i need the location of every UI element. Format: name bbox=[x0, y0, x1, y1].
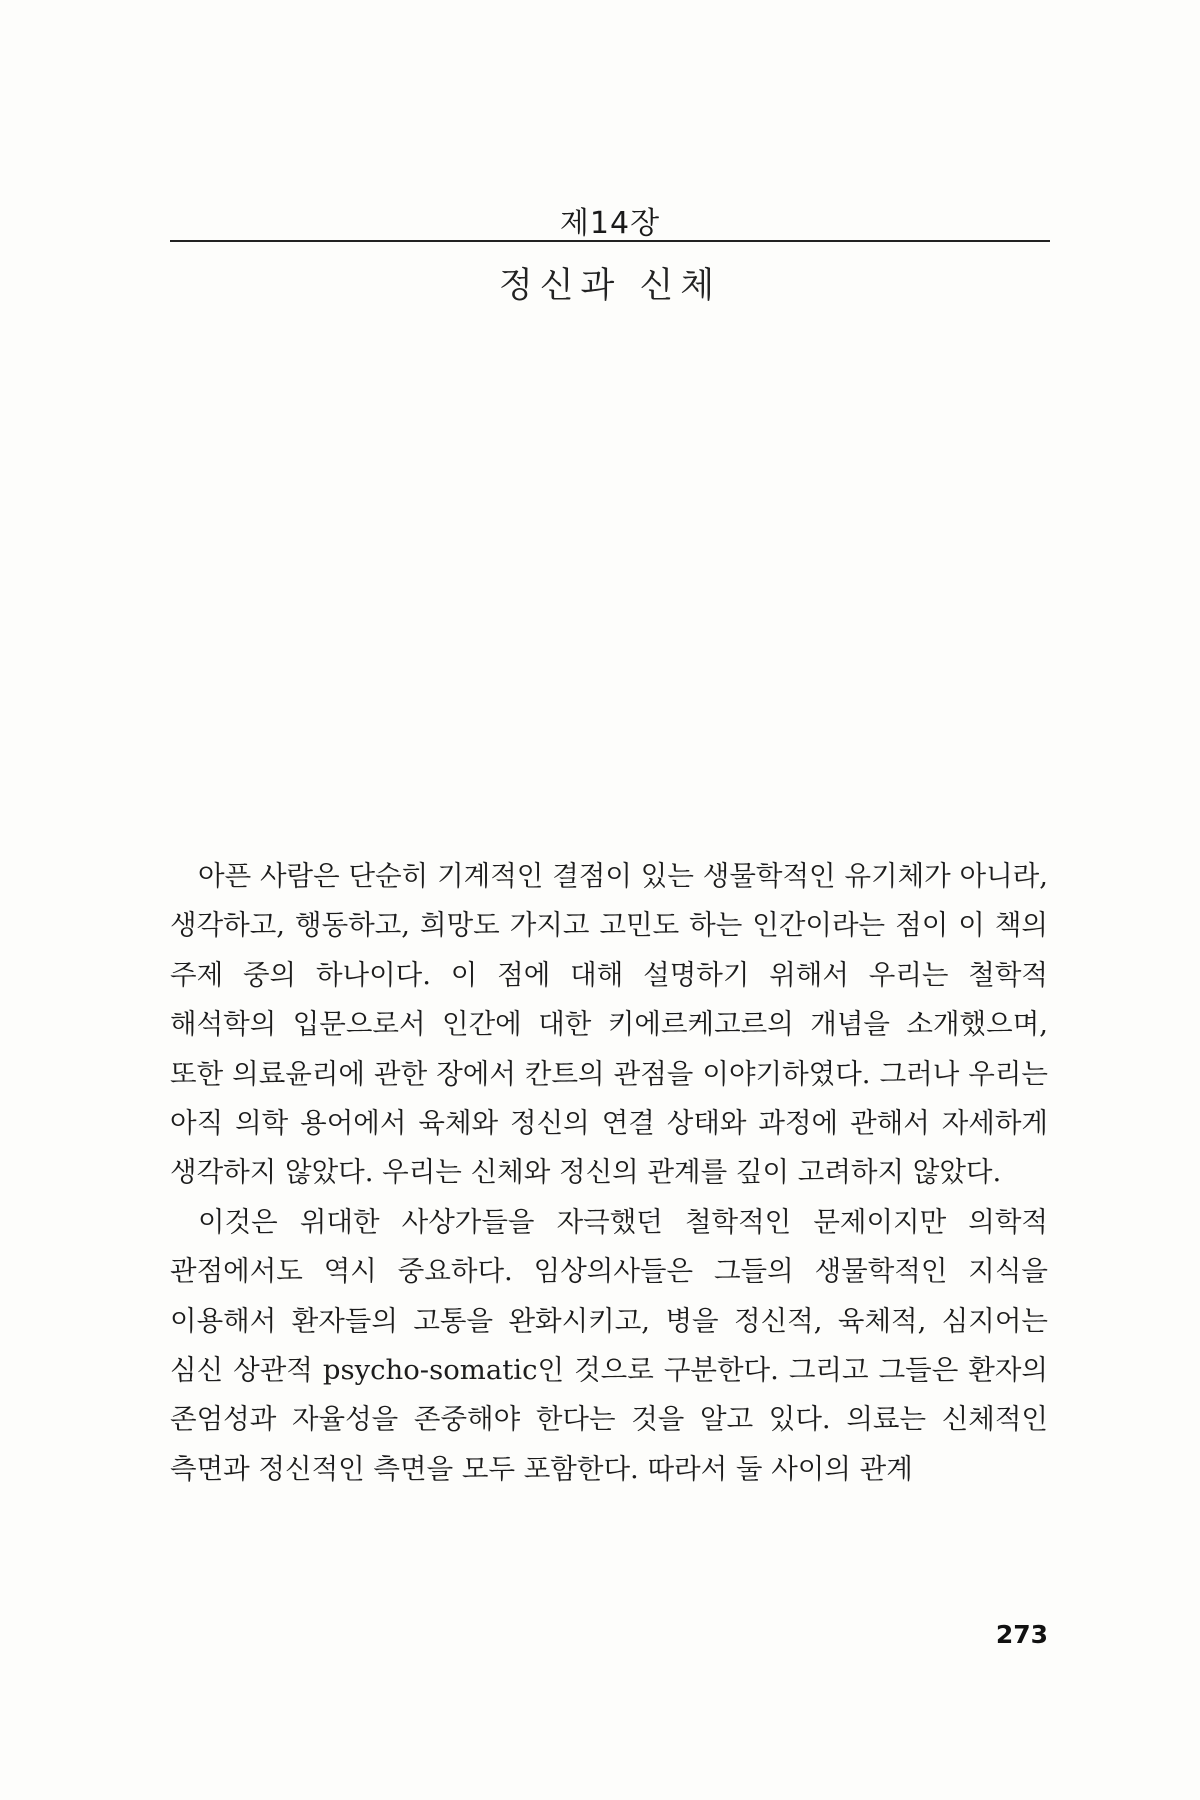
paragraph-1: 아픈 사람은 단순히 기계적인 결점이 있는 생물학적인 유기체가 아니라, 생각하고, 행동하고, 희망도 가지고 고민도 하는 인간이라는 점이 이 책의 주제 중의 하나이다. 이 점에 대해 설명하기 위해서 우리는 철학적 해석학의 입문으로서 인간에 대한 키에르케고르의 개념을 소개했으며, 또한 의료윤리에 관한 장에서 칸트의 관점을 이야기하였다. 그러나 우리는 아직 의학 용어에서 육체와 정신의 연결 상태와 과정에 관해서 자세하게 생각하지 않았다. 우리는 신체와 정신의 관계를 깊이 고려하지 않았다. bbox=[170, 860, 1048, 1189]
body-text bbox=[170, 852, 1048, 1494]
chapter-number: 제14장 bbox=[559, 206, 661, 241]
page-number: 273 bbox=[995, 1620, 1048, 1649]
chapter-divider bbox=[170, 240, 1050, 242]
paragraph-2: 이것은 위대한 사상가들을 자극했던 철학적인 문제이지만 의학적 관점에서도 역시 중요하다. 임상의사들은 그들의 생물학적인 지식을 이용해서 환자들의 고통을 완화시키고, 병을 정신적, 육체적, 심지어는 심신 상관적 psycho-somatic인 것으로 구분한다. 그리고 그들은 환자의 존엄성과 자율성을 존중해야 한다는 것을 알고 있다. 의료는 신체적인 측면과 정신적인 측면을 모두 포함한다. 따라서 둘 사이의 관계 bbox=[170, 1205, 1048, 1485]
chapter-title: 정신과 신체 bbox=[498, 266, 722, 306]
